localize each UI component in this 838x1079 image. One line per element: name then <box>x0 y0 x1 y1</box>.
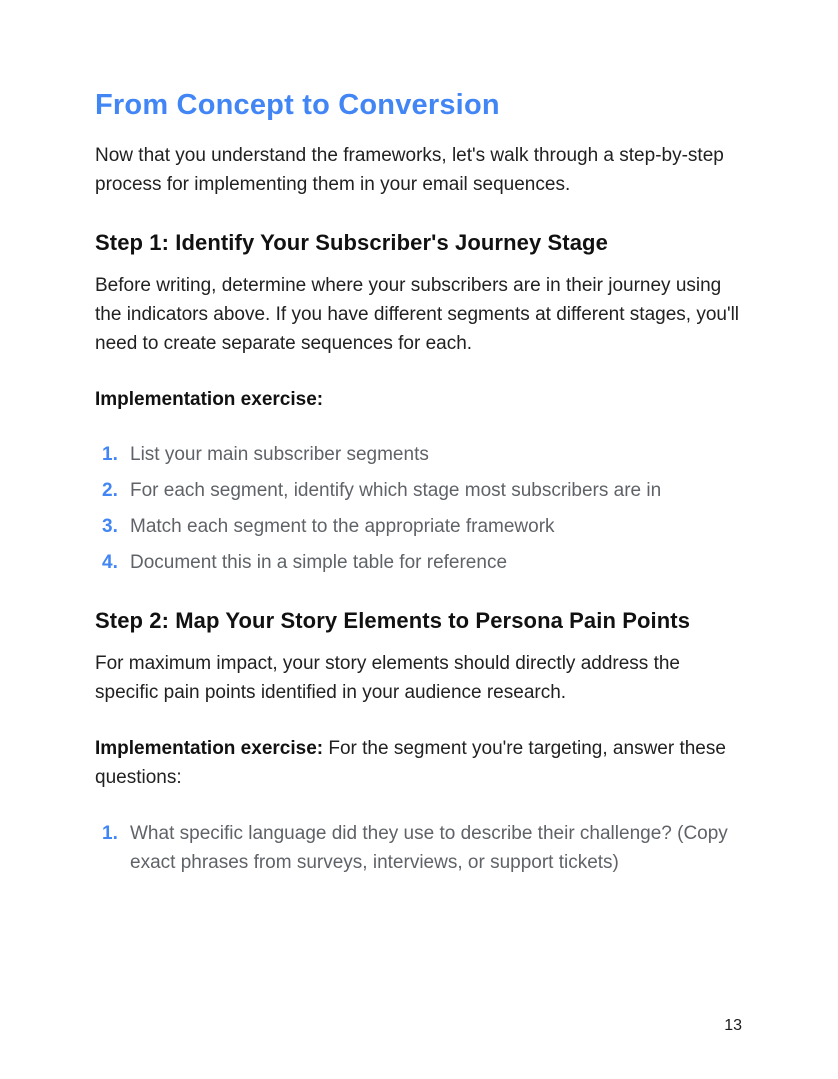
step2-exercise-text: For the segment you're targeting, answer these questions: <box>95 738 726 788</box>
list-number: 4. <box>102 552 118 573</box>
page-title: From Concept to Conversion <box>95 89 500 121</box>
step2-exercise-paragraph <box>95 734 746 792</box>
list-number: 2. <box>102 480 118 501</box>
page-number: 13 <box>724 1017 742 1034</box>
list-item-text: What specific language did they use to describe their challenge? (Copy exact phrases from surveys, interviews, or support tickets) <box>130 823 728 873</box>
list-item <box>102 440 746 469</box>
step2-paragraph: For maximum impact, your story elements should directly address the specific pain points identified in your audience research. <box>95 653 680 703</box>
step2-exercise-label: Implementation exercise: <box>95 738 324 759</box>
step2-list <box>95 819 746 877</box>
list-item <box>102 512 746 541</box>
list-number: 1. <box>102 823 118 844</box>
list-item <box>102 819 746 877</box>
list-item <box>102 548 746 577</box>
list-number: 1. <box>102 444 118 465</box>
list-item <box>102 476 746 505</box>
list-item-text: Match each segment to the appropriate framework <box>130 516 555 537</box>
list-item-text: Document this in a simple table for reference <box>130 552 508 573</box>
intro-paragraph: Now that you understand the frameworks, let's walk through a step-by-step process for implementing them in your email sequences. <box>95 145 724 195</box>
step1-paragraph: Before writing, determine where your subscribers are in their journey using the indicators above. If you have different segments at different stages, you'll need to create separate sequences for each. <box>95 275 740 354</box>
step1-heading: Step 1: Identify Your Subscriber's Journey Stage <box>95 230 608 255</box>
list-number: 3. <box>102 516 118 537</box>
list-item-text: List your main subscriber segments <box>130 444 429 465</box>
step1-list <box>95 440 746 577</box>
list-item-text: For each segment, identify which stage most subscribers are in <box>130 480 662 501</box>
step2-heading: Step 2: Map Your Story Elements to Persona Pain Points <box>95 608 691 633</box>
step1-exercise-label: Implementation exercise: <box>95 389 324 410</box>
